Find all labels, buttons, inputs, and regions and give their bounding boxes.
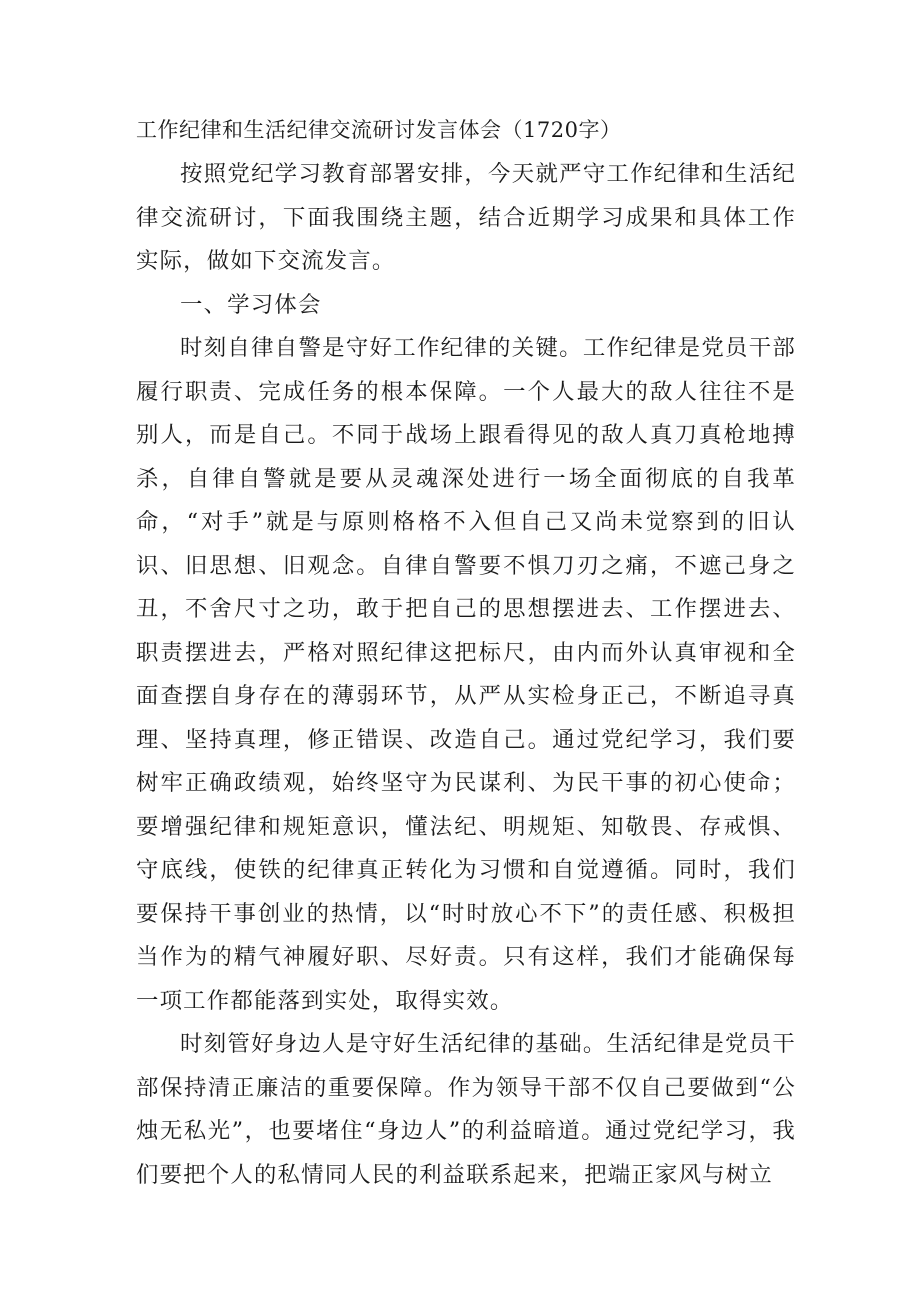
life-discipline-paragraph: 时刻管好身边人是守好生活纪律的基础。生活纪律是党员干部保持清正廉洁的重要保障。作为领导干部不仅自己要做到“公烛无私光”，也要堵住“身边人”的利益暗道。通过党纪学习，我们要把个人的私情同人民的利益联系起来，把端正家风与树立 <box>136 1031 796 1188</box>
section-heading: 一、学习体会 <box>180 291 322 318</box>
document-title: 工作纪律和生活纪律交流研讨发言体会（1720字） <box>136 118 622 142</box>
document-page <box>136 111 796 1197</box>
intro-paragraph: 按照党纪学习教育部署安排，今天就严守工作纪律和生活纪律交流研讨，下面我围绕主题，结合近期学习成果和具体工作实际，做如下交流发言。 <box>136 161 796 274</box>
work-discipline-paragraph: 时刻自律自警是守好工作纪律的关键。工作纪律是党员干部履行职责、完成任务的根本保障。一个人最大的敌人往往不是别人，而是自己。不同于战场上跟看得见的敌人真刀真枪地搏杀，自律自警就是要从灵魂深处进行一场全面彻底的自我革命，“对手”就是与原则格格不入但自己又尚未觉察到的旧认识、旧思想、旧观念。自律自警要不惧刀刃之痛，不遮己身之丑，不舍尺寸之功，敢于把自己的思想摆进去、工作摆进去、职责摆进去，严格对照纪律这把标尺，由内而外认真审视和全面查摆自身存在的薄弱环节，从严从实检身正己，不断追寻真理、坚持真理，修正错误、改造自己。通过党纪学习，我们要树牢正确政绩观，始终坚守为民谋利、为民干事的初心使命；要增强纪律和规矩意识，懂法纪、明规矩、知敬畏、存戒惧、守底线，使铁的纪律真正转化为习惯和自觉遵循。同时，我们要保持干事创业的热情，以“时时放心不下”的责任感、积极担当作为的精气神履好职、尽好责。只有这样，我们才能确保每一项工作都能落到实处，取得实效。 <box>136 335 796 1014</box>
